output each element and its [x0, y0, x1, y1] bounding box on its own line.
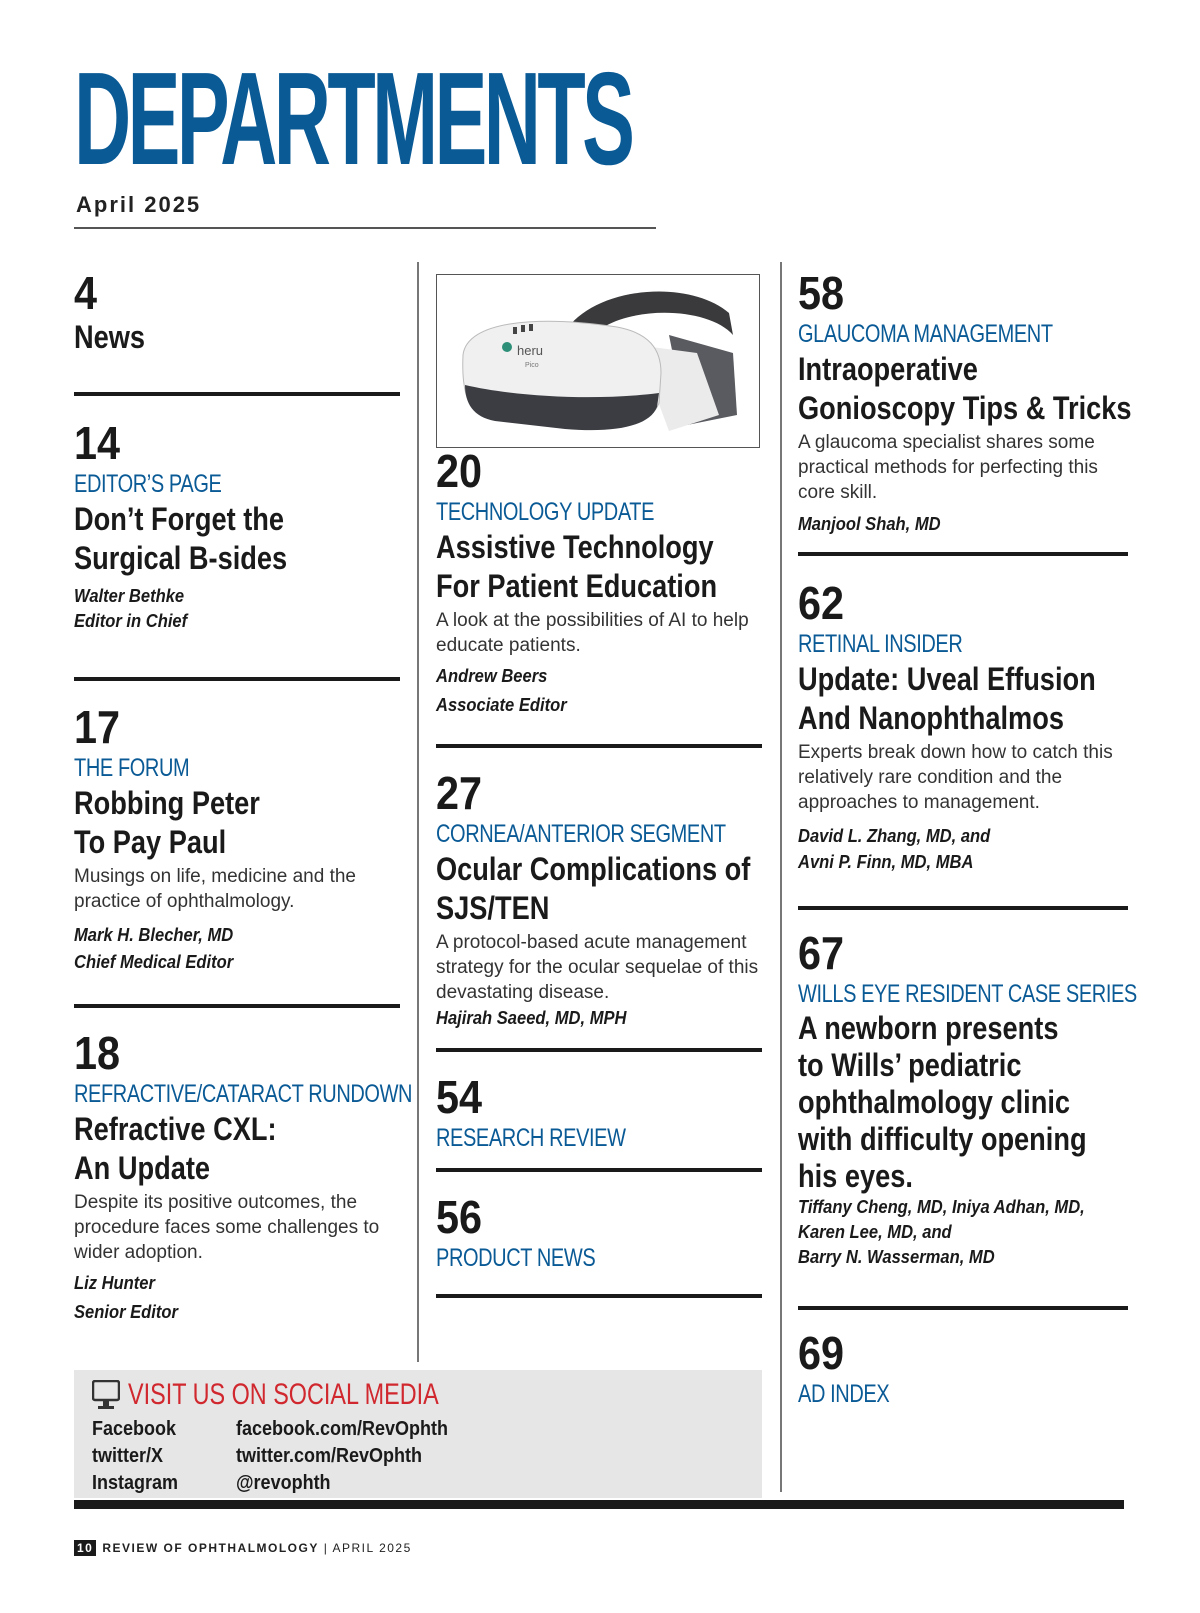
author: Karen Lee, MD, and	[798, 1222, 952, 1242]
section-divider	[798, 552, 1128, 556]
headline: with difficulty opening	[798, 1121, 1087, 1157]
vr-headset-photo	[436, 274, 760, 448]
category-label: GLAUCOMA MANAGEMENT	[798, 320, 1053, 348]
headline: Intraoperative	[798, 351, 978, 387]
author-title: Associate Editor	[436, 695, 567, 715]
deck: Experts break down how to catch this relatively rare condition and the approaches to management.	[798, 742, 1113, 813]
toc-entry-glaucoma-management[interactable]	[798, 267, 1132, 537]
footer-date: APRIL 2025	[332, 1541, 412, 1555]
social-media-title: VISIT US ON SOCIAL MEDIA	[128, 1378, 439, 1411]
page-number: 69	[798, 1327, 845, 1379]
toc-entry-refractive-cataract-rundown[interactable]	[74, 1027, 413, 1327]
category-label: EDITOR’S PAGE	[74, 470, 222, 498]
headline: A newborn presents	[798, 1010, 1059, 1046]
deck: Musings on life, medicine and the practice of ophthalmology.	[74, 866, 356, 912]
author-title: Editor in Chief	[74, 611, 188, 631]
section-divider	[436, 744, 762, 748]
headline: News	[74, 319, 146, 355]
social-row-twitter[interactable]	[92, 1443, 423, 1470]
social-label: Facebook	[92, 1418, 177, 1440]
section-divider	[436, 1294, 762, 1298]
headline: Refractive CXL:	[74, 1111, 277, 1147]
headline: Don’t Forget the	[74, 501, 285, 537]
category-label: AD INDEX	[798, 1380, 890, 1408]
page-number: 54	[436, 1071, 483, 1123]
headline: SJS/TEN	[436, 890, 550, 926]
author-title: Senior Editor	[74, 1302, 178, 1322]
bottom-bar	[74, 1500, 1124, 1509]
toc-entry-retinal-insider[interactable]	[798, 578, 1128, 875]
social-media-box	[74, 1370, 762, 1498]
author: Walter Bethke	[74, 586, 185, 606]
section-divider	[798, 1306, 1128, 1310]
masthead	[74, 45, 1003, 192]
toc-entry-news[interactable]	[74, 268, 400, 357]
page-number: 56	[436, 1191, 483, 1243]
category-label: REFRACTIVE/CATARACT RUNDOWN	[74, 1080, 413, 1108]
social-handle[interactable]: facebook.com/RevOphth	[236, 1418, 449, 1440]
page-number: 18	[74, 1027, 121, 1079]
title-divider	[74, 227, 656, 229]
photo-model: Pico	[525, 362, 539, 369]
author: Liz Hunter	[74, 1273, 155, 1293]
folio-page-number: 10	[74, 1540, 96, 1556]
deck: A protocol-based acute management strategy for the ocular sequelae of this devastating disease.	[436, 932, 759, 1003]
page-number: 4	[74, 267, 98, 319]
footer-separator: |	[323, 1541, 329, 1555]
toc-entry-research-review[interactable]	[436, 1072, 762, 1154]
section-divider	[798, 906, 1128, 910]
author: Tiffany Cheng, MD, Iniya Adhan, MD,	[798, 1197, 1085, 1217]
section-divider	[74, 1004, 400, 1008]
deck: A look at the possibilities of AI to help educate patients.	[436, 610, 749, 656]
column-divider	[780, 262, 782, 1492]
headline: And Nanophthalmos	[798, 700, 1064, 736]
category-label: CORNEA/ANTERIOR SEGMENT	[436, 820, 726, 848]
headline: to Wills’ pediatric	[798, 1047, 1022, 1083]
toc-entry-editors-page[interactable]	[74, 418, 400, 634]
category-label: WILLS EYE RESIDENT CASE SERIES	[798, 980, 1137, 1008]
headline: Robbing Peter	[74, 785, 260, 821]
category-label: PRODUCT NEWS	[436, 1244, 596, 1272]
section-divider	[436, 1168, 762, 1172]
social-row-facebook[interactable]	[92, 1416, 449, 1443]
page-number: 14	[74, 417, 121, 469]
social-row-instagram[interactable]	[92, 1470, 331, 1497]
headline: An Update	[74, 1150, 210, 1186]
social-handle[interactable]: @revophth	[236, 1472, 331, 1494]
photo-brand: heru	[517, 343, 544, 358]
category-label: TECHNOLOGY UPDATE	[436, 498, 655, 526]
publication-name: REVIEW OF OPHTHALMOLOGY	[102, 1541, 319, 1555]
category-label: RETINAL INSIDER	[798, 630, 963, 658]
section-divider	[74, 392, 400, 396]
category-label: THE FORUM	[74, 754, 190, 782]
section-divider	[436, 1048, 762, 1052]
monitor-icon	[92, 1380, 120, 1412]
social-handle[interactable]: twitter.com/RevOphth	[236, 1445, 423, 1467]
category-label: RESEARCH REVIEW	[436, 1124, 626, 1152]
headline: Surgical B-sides	[74, 540, 288, 576]
toc-entry-product-news[interactable]	[436, 1192, 762, 1274]
toc-entry-the-forum[interactable]	[74, 702, 400, 976]
page-number: 17	[74, 701, 121, 753]
author: Andrew Beers	[436, 666, 548, 686]
page-footer	[74, 1540, 412, 1556]
deck: Despite its positive outcomes, the procedure faces some challenges to wider adoption.	[74, 1192, 380, 1263]
page-number: 62	[798, 577, 845, 629]
author: Barry N. Wasserman, MD	[798, 1247, 995, 1267]
section-divider	[74, 677, 400, 681]
author-title: Chief Medical Editor	[74, 952, 234, 972]
page-title: DEPARTMENTS	[74, 45, 632, 192]
toc-entry-cornea-anterior-segment[interactable]	[436, 768, 762, 1031]
toc-entry-technology-update[interactable]	[436, 446, 762, 720]
column-divider	[417, 262, 419, 1362]
headline: Ocular Complications of	[436, 851, 751, 887]
toc-entry-ad-index[interactable]	[798, 1328, 1128, 1410]
social-label: Instagram	[92, 1472, 179, 1494]
headline: Gonioscopy Tips & Tricks	[798, 390, 1132, 426]
page-number: 67	[798, 927, 845, 979]
author: Hajirah Saeed, MD, MPH	[436, 1008, 627, 1028]
headline: Assistive Technology	[436, 529, 714, 565]
deck: A glaucoma specialist shares some practical methods for perfecting this core skill.	[798, 432, 1098, 503]
vr-headset-icon	[437, 275, 759, 447]
headline: his eyes.	[798, 1158, 913, 1194]
author: Manjool Shah, MD	[798, 514, 941, 534]
page-number: 58	[798, 267, 845, 319]
issue-date: April 2025	[76, 192, 202, 217]
headline: For Patient Education	[436, 568, 718, 604]
toc-entry-wills-eye-resident-case-series[interactable]	[798, 927, 1137, 1270]
headline: ophthalmology clinic	[798, 1084, 1071, 1120]
author: Avni P. Finn, MD, MBA	[798, 852, 974, 872]
headline: Update: Uveal Effusion	[798, 661, 1096, 697]
author: Mark H. Blecher, MD	[74, 925, 234, 945]
author: David L. Zhang, MD, and	[798, 826, 991, 846]
headline: To Pay Paul	[74, 824, 227, 860]
page-number: 20	[436, 445, 483, 497]
social-label: twitter/X	[92, 1445, 164, 1467]
page-number: 27	[436, 767, 483, 819]
